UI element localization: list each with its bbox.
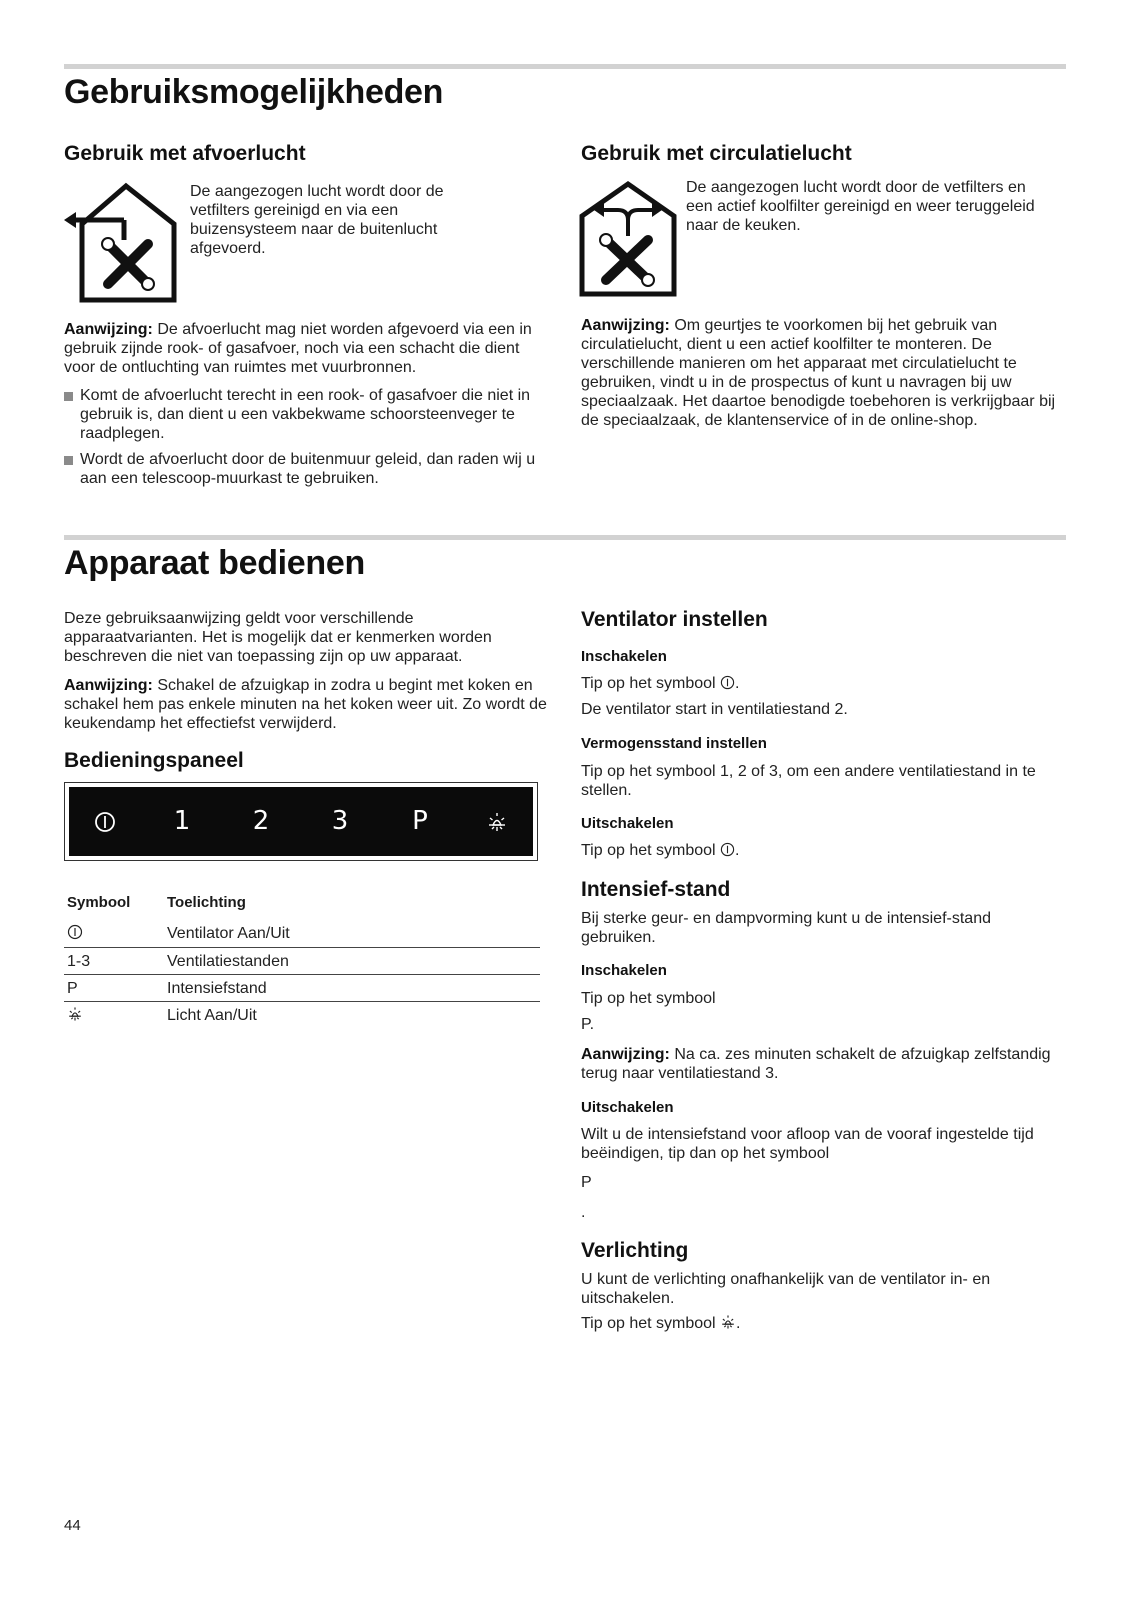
intensive-button[interactable]: P	[412, 806, 428, 836]
intensief-intro: Bij sterke geur- en dampvorming kunt u de intensief-stand gebruiken.	[581, 910, 991, 946]
ventilator-on-text2: De ventilator start in ventilatiestand 2.	[581, 701, 848, 718]
verlichting-tip: Tip op het symbool .	[581, 1315, 741, 1332]
intensief-note	[581, 1045, 1066, 1083]
recirculation-air-house-icon	[578, 180, 678, 300]
note-text: Om geurtjes te voorkomen bij het gebruik van circulatielucht, dient u een actief koolfilter te monteren. De verschillende manieren om het apparaat met circulatielucht te gebruiken, vindt u in de prospectus of kunt u navragen bij uw speciaalzaak. Het daartoe benodigde toebehoren is verkrijgbaar bij de speciaalzaak, de klantenservice of in de online-shop.	[581, 317, 1056, 429]
exhaust-air-house-icon	[62, 182, 178, 304]
col-symbol: Symbool	[67, 894, 131, 911]
table-row	[64, 947, 540, 974]
intensief-on-text: Tip op het symbool	[581, 990, 716, 1007]
table-row	[64, 974, 540, 1001]
fan-level-2-button[interactable]: 2	[252, 806, 270, 836]
light-icon	[67, 1006, 83, 1022]
desc-cell: Intensiefstand	[164, 974, 540, 1001]
symbol-cell	[64, 920, 164, 947]
verlichting-tip-label: Tip op het symbool	[581, 1315, 716, 1332]
ventilator-off-label: Tip op het symbool	[581, 842, 716, 859]
section-title-gebruiksmogelijkheden: Gebruiksmogelijkheden	[64, 73, 444, 111]
desc-cell: Licht Aan/Uit	[167, 1006, 257, 1024]
note-text: Na ca. zes minuten schakelt de afzuigkap zelfstandig terug naar ventilatiestand 3.	[581, 1046, 1051, 1082]
note-label: Aanwijzing:	[581, 317, 670, 334]
bullet-text: Wordt de afvoerlucht door de buitenmuur geleid, dan raden wij u aan een telescoop-muurkast te gebruiken.	[80, 451, 536, 487]
subheading-vermogensstand: Vermogensstand instellen	[581, 735, 767, 752]
power-icon	[67, 924, 83, 940]
heading-bedieningspaneel: Bedieningspaneel	[64, 749, 244, 772]
table-row	[64, 1001, 540, 1028]
verlichting-text: U kunt de verlichting onafhankelijk van de ventilator in- en uitschakelen.	[581, 1271, 991, 1307]
page-number: 44	[64, 1517, 81, 1534]
heading-intensief-stand: Intensief-stand	[581, 878, 731, 901]
power-icon	[94, 811, 116, 833]
subheading-inschakelen: Inschakelen	[581, 962, 667, 979]
note-text: Schakel de afzuigkap in zodra u begint met koken en schakel hem pas enkele minuten na het koken weer uit. Zo wordt de keukendamp het effectiefst verwijderd.	[64, 677, 547, 732]
ventilator-on-label: Tip op het symbool	[581, 675, 716, 692]
heading-verlichting: Verlichting	[581, 1239, 689, 1262]
circulatielucht-note	[581, 316, 1066, 430]
bullet-square-icon	[64, 392, 73, 401]
subheading-uitschakelen: Uitschakelen	[581, 1099, 674, 1116]
light-icon	[486, 811, 508, 833]
symbol-cell: 1-3	[64, 947, 164, 974]
note-label: Aanwijzing:	[64, 677, 153, 694]
heading-afvoerlucht: Gebruik met afvoerlucht	[64, 142, 306, 165]
note-label: Aanwijzing:	[64, 321, 153, 338]
bedienen-intro: Deze gebruiksaanwijzing geldt voor verschillende apparaatvarianten. Het is mogelijk dat er kenmerken worden beschreven die niet van toepassing zijn op uw apparaat.	[64, 610, 492, 665]
table-row	[64, 920, 540, 947]
ventilator-on-text: Tip op het symbool .	[581, 675, 740, 692]
vermogensstand-text: Tip op het symbool 1, 2 of 3, om een andere ventilatiestand in te stellen.	[581, 763, 1036, 799]
control-panel	[64, 782, 538, 861]
fan-level-1-button[interactable]: 1	[173, 806, 191, 836]
afvoerlucht-intro: De aangezogen lucht wordt door de vetfilters gereinigd en via een buizensysteem naar de buitenlucht afgevoerd.	[190, 183, 444, 257]
note-label: Aanwijzing:	[581, 1046, 670, 1063]
light-icon	[720, 1314, 736, 1330]
intensief-off-text: Wilt u de intensiefstand voor afloop van de vooraf ingestelde tijd beëindigen, tip dan op het symbool	[581, 1126, 1034, 1162]
power-button[interactable]	[85, 806, 125, 840]
power-icon	[720, 675, 735, 690]
note-text: De afvoerlucht mag niet worden afgevoerd via een in gebruik zijnde rook- of gasafvoer, noch via een schacht die dient voor de ontluchting van ruimtes met vuurbronnen.	[64, 321, 532, 376]
intensief-off-symbol: P	[581, 1174, 592, 1191]
col-description: Toelichting	[167, 894, 246, 911]
section-title-apparaat-bedienen: Apparaat bedienen	[64, 544, 365, 582]
table-header	[64, 893, 540, 920]
heading-circulatielucht: Gebruik met circulatielucht	[581, 142, 852, 165]
bullet-square-icon	[64, 456, 73, 465]
desc-cell: Ventilatiestanden	[164, 947, 540, 974]
light-button[interactable]	[477, 806, 517, 840]
heading-ventilator-instellen: Ventilator instellen	[581, 608, 768, 631]
ventilator-off-text: Tip op het symbool .	[581, 842, 740, 859]
fan-level-3-button[interactable]: 3	[331, 806, 349, 836]
intensief-on-symbol: P.	[581, 1016, 595, 1033]
symbol-table	[64, 893, 540, 1028]
bullet-text: Komt de afvoerlucht terecht in een rook- of gasafvoer die niet in gebruik is, dan dient u een vakbekwame schoorsteenveger te raadplegen.	[80, 387, 531, 442]
afvoerlucht-note	[64, 320, 549, 377]
subheading-uitschakelen: Uitschakelen	[581, 815, 674, 832]
section-rule-middle	[64, 535, 1066, 540]
intensief-off-dot: .	[581, 1204, 586, 1221]
power-icon	[720, 842, 735, 857]
list-item	[64, 386, 549, 443]
section-rule-top	[64, 64, 1066, 69]
desc-cell: Ventilator Aan/Uit	[164, 920, 540, 947]
list-item	[64, 450, 549, 488]
subheading-inschakelen: Inschakelen	[581, 648, 667, 665]
control-panel-face	[69, 787, 533, 856]
bedienen-note	[64, 676, 549, 733]
circulatielucht-intro: De aangezogen lucht wordt door de vetfilters en een actief koolfilter gereinigd en weer teruggeleid naar de keuken.	[686, 179, 1035, 234]
symbol-cell	[64, 1001, 164, 1028]
symbol-cell: P	[64, 974, 164, 1001]
